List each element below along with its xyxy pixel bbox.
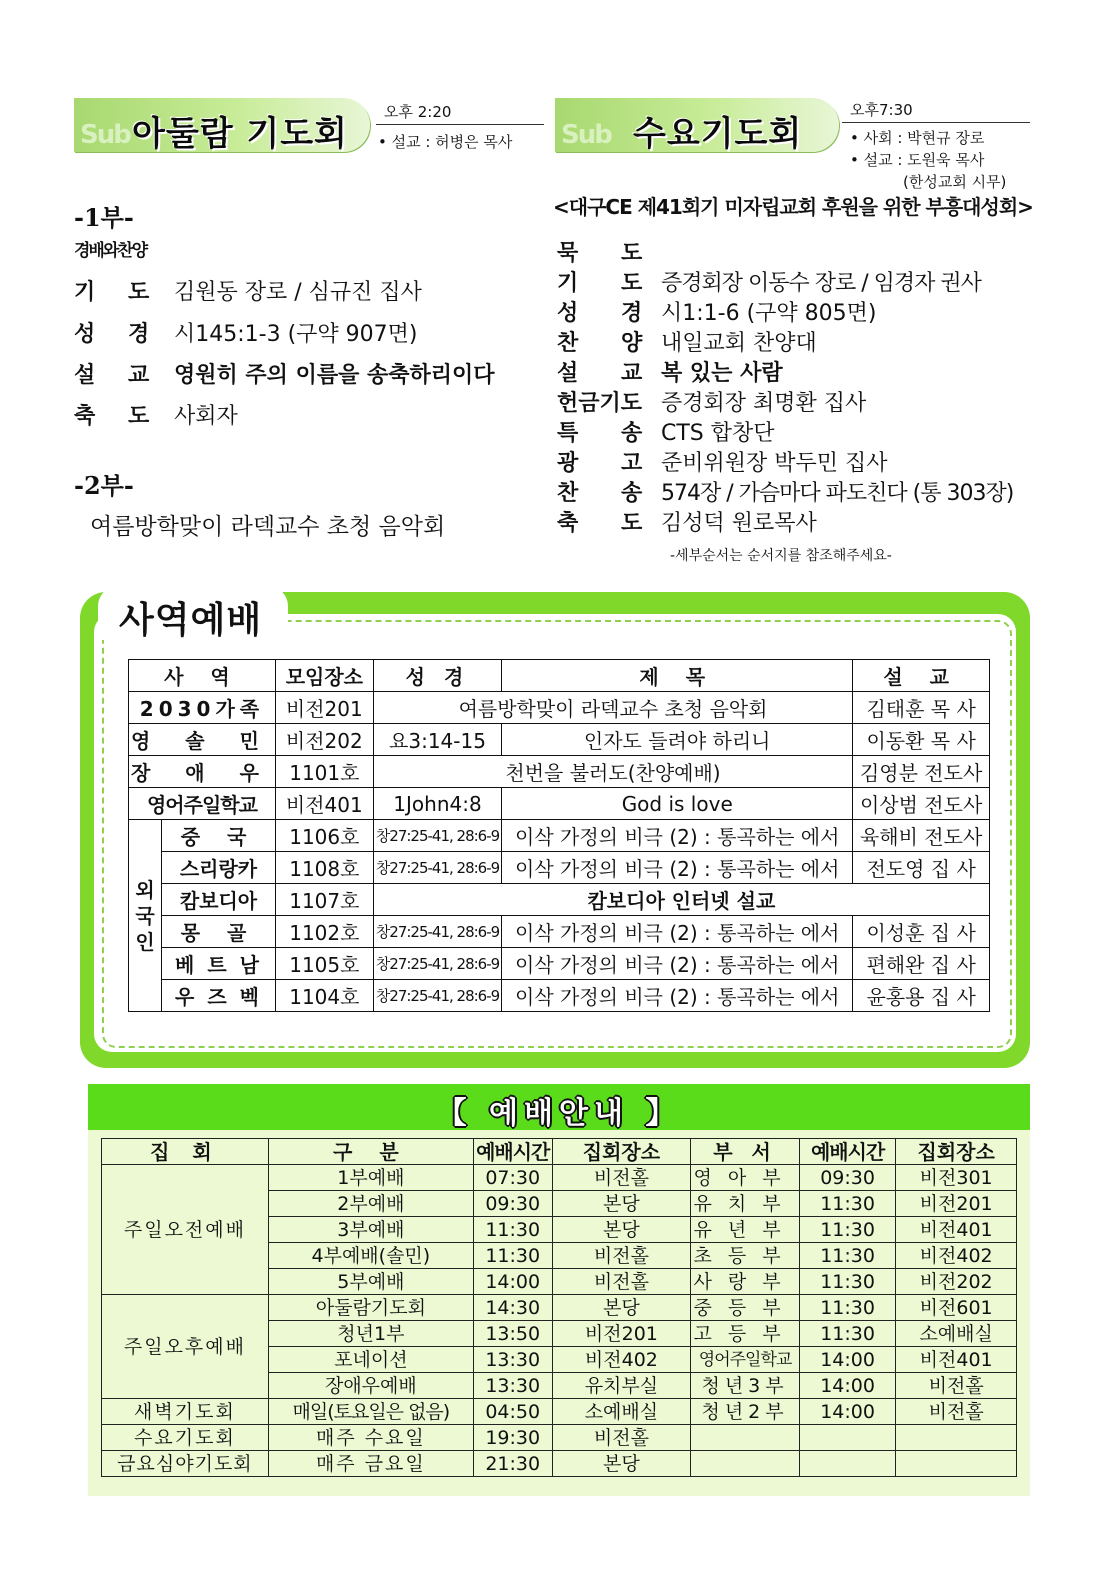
table-row: 캄보디아 1107호 캄보디아 인터넷 설교 <box>129 884 990 916</box>
table-row: 우 즈 벡 1104호 창27:25-41, 28:6-9 이삭 가정의 비극 (2) : 통곡하는 에서 윤홍용 집 사 <box>129 980 990 1012</box>
table-row: 5부예배 14:00 비전홀 사랑부 11:30 비전202 <box>102 1269 1017 1295</box>
table-row: 스리랑카 1108호 창27:25-41, 28:6-9 이삭 가정의 비극 (2) : 통곡하는 에서 전도영 집 사 <box>129 852 990 884</box>
table-row: 금요심야기도회 매주 금요일 21:30 본당 <box>102 1451 1017 1477</box>
wednesday-speaker-note: (한성교회 시무) <box>903 173 1007 191</box>
table-row: 2030가족 비전201 여름방학맞이 라덱교수 초청 음악회 김태훈 목 사 <box>129 692 990 724</box>
guide-table <box>101 1138 1017 1477</box>
foreign-label: 외국인 <box>129 820 162 1012</box>
wednesday-title: 수요기도회 <box>633 114 803 154</box>
table-row: 포네이션 13:30 비전402 영어주일학교 14:00 비전401 <box>102 1347 1017 1373</box>
table-row: 베 트 남 1105호 창27:25-41, 28:6-9 이삭 가정의 비극 (2) : 통곡하는 에서 편해완 집 사 <box>129 948 990 980</box>
header-decoration: Sub <box>561 120 611 150</box>
divider <box>376 124 544 125</box>
table-row: 2부예배 09:30 본당 유치부 11:30 비전201 <box>102 1191 1017 1217</box>
ministry-table <box>128 659 990 1012</box>
wednesday-time: 오후7:30 <box>850 101 913 119</box>
adullam-header <box>74 98 370 152</box>
part2-text: 여름방학맞이 라덱교수 초청 음악회 <box>90 514 446 540</box>
table-row: 청년1부 13:50 비전201 고등부 11:30 소예배실 <box>102 1321 1017 1347</box>
table-row: 영 솔 민 비전202 요3:14-15 인자도 들려야 하리니 이동환 목 사 <box>129 724 990 756</box>
ministry-title: 사역예배 <box>119 600 263 641</box>
table-row: 주일오전예배 1부예배 07:30 비전홀 영아부 09:30 비전301 <box>102 1165 1017 1191</box>
table-row: 3부예배 11:30 본당 유년부 11:30 비전401 <box>102 1217 1017 1243</box>
table-row: 4부예배(솔민) 11:30 비전홀 초등부 11:30 비전402 <box>102 1243 1017 1269</box>
table-row: 장애우예배 13:30 유치부실 청년3부 14:00 비전홀 <box>102 1373 1017 1399</box>
header-decoration: Sub <box>80 120 130 150</box>
adullam-title: 아둘람 기도회 <box>132 114 348 154</box>
table-row: 주일오후예배 아둘람기도회 14:30 본당 중등부 11:30 비전601 <box>102 1295 1017 1321</box>
table-row: 새벽기도회 매일(토요일은 없음) 04:50 소예배실 청년2부 14:00 비전홀 <box>102 1399 1017 1425</box>
divider <box>842 122 1030 123</box>
table-header-row: 사 역 모임장소 성 경 제 목 설 교 <box>129 660 990 692</box>
wednesday-header <box>555 98 839 152</box>
guide-title: 【 예배안내 】 <box>436 1096 682 1131</box>
adullam-time: 오후 2:20 <box>384 103 452 121</box>
table-row: 외국인 중 국 1106호 창27:25-41, 28:6-9 이삭 가정의 비극 (2) : 통곡하는 에서 육해비 전도사 <box>129 820 990 852</box>
opening-label: 경배와찬양 <box>74 241 147 261</box>
table-row: 수요기도회 매주 수요일 19:30 비전홀 <box>102 1425 1017 1451</box>
part2-label: -2부- <box>74 471 134 500</box>
table-row: 영어주일학교 비전401 1John4:8 God is love 이상범 전도사 <box>129 788 990 820</box>
wednesday-subtitle: <대구CE 제41회기 미자립교회 후원을 위한 부흥대성회> <box>553 195 1033 219</box>
wednesday-host: • 사회 : 박현규 장로 <box>850 129 985 147</box>
table-row: 장 애 우 1101호 천번을 불러도(찬양예배) 김영분 전도사 <box>129 756 990 788</box>
part1-label: -1부- <box>74 203 134 232</box>
adullam-speaker: • 설교 : 허병은 목사 <box>378 133 513 151</box>
wednesday-speaker: • 설교 : 도원욱 목사 <box>850 151 985 169</box>
footnote: -세부순서는 순서지를 참조해주세요- <box>670 548 892 564</box>
table-header-row: 집 회 구 분 예배시간 집회장소 부 서 예배시간 집회장소 <box>102 1139 1017 1165</box>
table-row: 몽 골 1102호 창27:25-41, 28:6-9 이삭 가정의 비극 (2) : 통곡하는 에서 이성훈 집 사 <box>129 916 990 948</box>
